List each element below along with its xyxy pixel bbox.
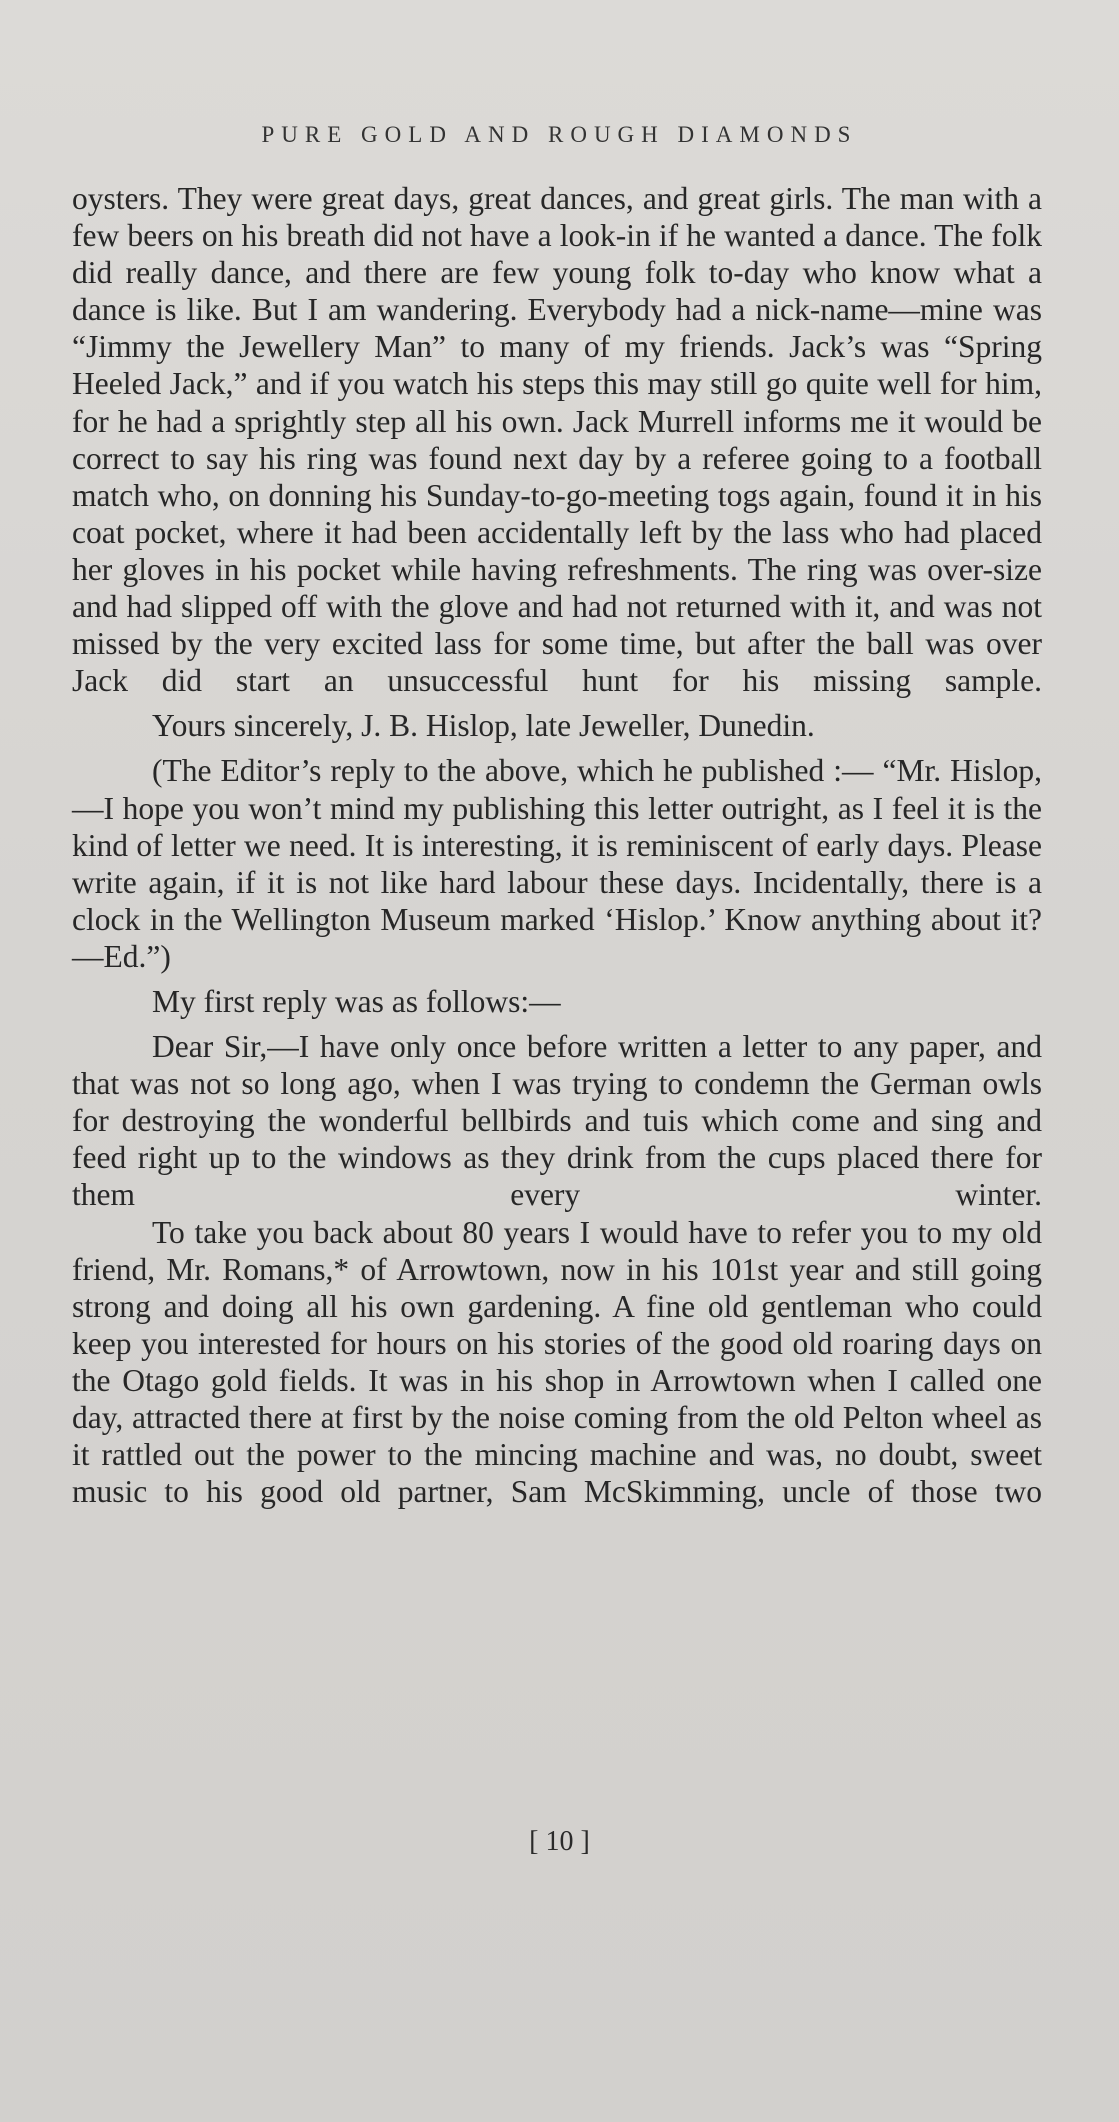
paragraph-signature: Yours sincerely, J. B. Hislop, late Jeweller, Dunedin. bbox=[152, 708, 815, 744]
page-number: [ 10 ] bbox=[529, 1826, 590, 1857]
paragraph-letter-continuation: oysters. They were great days, great dances, and great girls. The man with a few beers on his breath did not have a look-in if he wanted a dance. The folk did really dance, and there are few young folk to-day who know what a dance is like. But I am wandering. Everybody had a nick-name—mine was “Jimmy the Jewellery Man” to many of my friends. Jack’s was “Spring Heeled Jack,” and if you watch his steps this may still go quite well for him, for he had a sprightly step all his own. Jack Murrell informs me it would be correct to say his ring was found next day by a referee going to a football match who, on donning his Sunday-to-go-meeting togs again, found it in his coat pocket, where it had been accidentally left by the lass who had placed her gloves in his pocket while having refreshments. The ring was over-size and had slipped off with the glove and had not returned with it, and was not missed by the very excited lass for some time, but after the ball was over Jack did start an unsuccessful hunt for his missing sample. bbox=[72, 181, 1042, 699]
paragraph-arrowtown: To take you back about 80 years I would have to refer you to my old friend, Mr. Romans,* of Arrowtown, now in his 101st year and still going strong and doing all his own gardening. A fine old gentleman who could keep you interested for hours on his stories of the good old roaring days on the Otago gold fields. It was in his shop in Arrowtown when I called one day, attracted there at first by the noise coming from the old Pelton wheel as it rattled out the power to the mincing machine and was, no doubt, sweet music to his good old partner, Sam McSkimming, uncle of those two bbox=[72, 1214, 1042, 1510]
paragraph-first-reply-intro: My first reply was as follows:— bbox=[152, 983, 561, 1019]
paragraph-editor-reply: (The Editor’s reply to the above, which he published :— “Mr. Hislop,—I hope you won’t mind my publishing this letter outright, as I feel it is the kind of letter we need. It is interesting, it is reminiscent of early days. Please write again, if it is not like hard labour these days. Incidentally, there is a clock in the Wellington Museum marked ‘Hislop.’ Know anything about it?—Ed.”) bbox=[72, 753, 1042, 974]
running-header: PURE GOLD AND ROUGH DIAMONDS bbox=[261, 122, 858, 147]
body-text bbox=[72, 180, 1042, 1510]
paragraph-dear-sir: Dear Sir,—I have only once before written a letter to any paper, and that was not so long ago, when I was trying to condemn the German owls for destroying the wonderful bellbirds and tuis which come and sing and feed right up to the windows as they drink from the cups placed there for them every winter. bbox=[72, 1029, 1042, 1213]
